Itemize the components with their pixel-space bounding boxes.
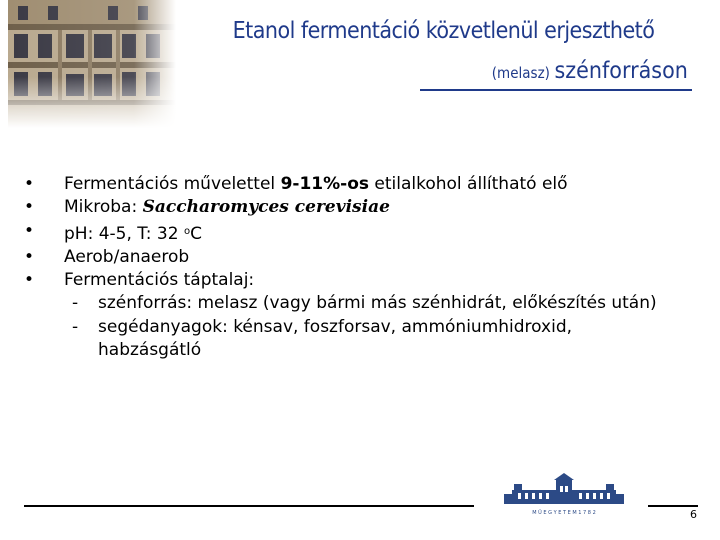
bullet-text: C — [190, 223, 202, 244]
bullet-dot: • — [24, 270, 35, 291]
bullet-bold-text: 9-11%-os — [280, 174, 369, 194]
university-logo — [494, 472, 634, 518]
logo-lettering: M Ű E G Y E T E M 1 7 8 2 — [532, 510, 596, 516]
bullet-item-2 — [22, 196, 712, 219]
bullet-item-5 — [22, 269, 712, 362]
bullet-item-1 — [22, 173, 712, 196]
title-underline — [420, 89, 692, 91]
sub-text: szénforrás: melasz (vagy bármi más szénhidrát, előkészítés után) — [98, 293, 657, 314]
bullet-dot: • — [24, 246, 35, 267]
sub-text: segédanyagok: kénsav, foszforsav, ammóniumhidroxid, — [98, 316, 573, 337]
title-keyword: szénforráson — [554, 58, 688, 84]
slide-title-line1: Etanol fermentáció közvetlenül erjeszthető — [232, 18, 655, 44]
bullet-text: Mikroba: — [64, 197, 143, 218]
bullet-dot: • — [24, 197, 35, 218]
species-name: Saccharomyces cerevisiae — [142, 197, 390, 218]
bullet-text: etilalkohol állítható elő — [369, 174, 568, 194]
bullet-dot: • — [24, 220, 35, 241]
title-parenthetical: (melasz) — [491, 64, 551, 82]
footer-rule-right — [648, 505, 698, 507]
bullet-text: pH: 4-5, T: 32 — [64, 223, 184, 244]
building-photo — [8, 0, 176, 128]
bullet-dot: • — [24, 174, 35, 194]
sub-item-2 — [64, 316, 712, 339]
sub-dash: - — [72, 316, 79, 337]
bullet-text: Aerob/anaerob — [64, 246, 190, 267]
degree-sup: o — [183, 225, 191, 237]
bullet-item-3 — [22, 220, 712, 246]
sub-item-2-continuation: habzásgátló — [98, 340, 202, 361]
sub-dash: - — [72, 293, 79, 314]
footer-rule-left — [24, 505, 474, 507]
bullet-item-4 — [22, 246, 712, 269]
bullet-list — [22, 173, 712, 362]
bullet-text: Fermentációs táptalaj: — [64, 270, 255, 291]
page-number: 6 — [690, 508, 697, 521]
sub-item-1 — [64, 292, 712, 315]
slide-title-line2 — [492, 58, 688, 84]
bullet-text: Fermentációs művelettel — [64, 174, 281, 194]
